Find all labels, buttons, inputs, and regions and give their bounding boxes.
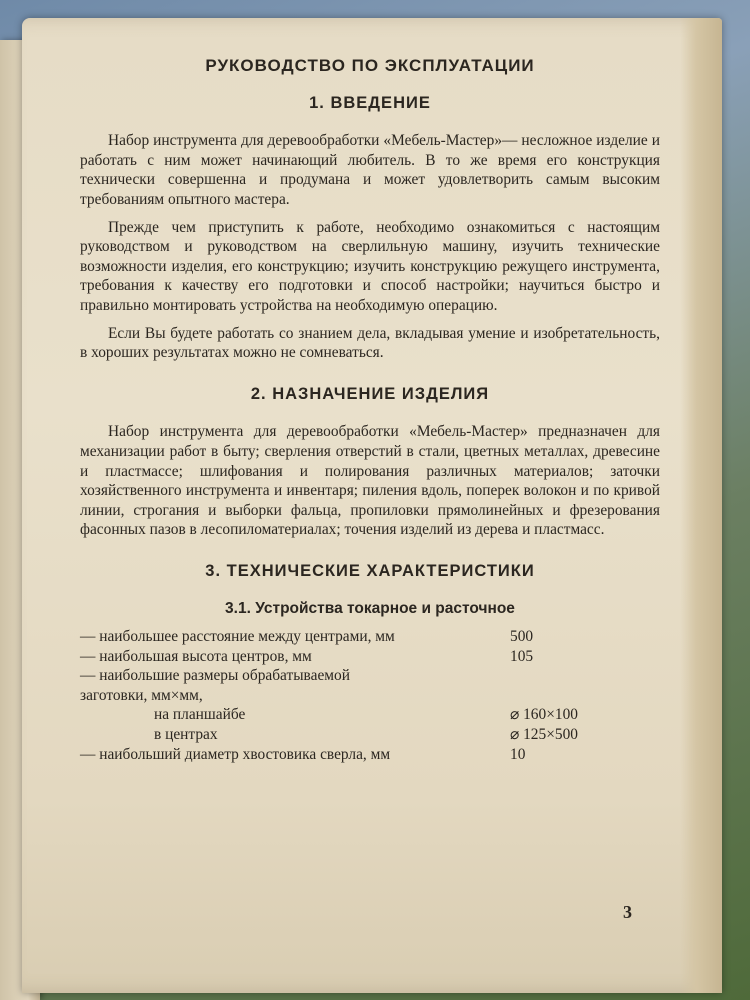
spec-row bbox=[80, 725, 660, 745]
spec-value: 105 bbox=[510, 647, 534, 665]
spec-row bbox=[80, 666, 660, 705]
page-number: 3 bbox=[623, 902, 632, 922]
spec-value: ⌀ 160×100 bbox=[510, 706, 578, 724]
spec-label: в центрах bbox=[154, 726, 218, 744]
spec-label: — наибольший диаметр хвостовика сверла, мм bbox=[80, 745, 391, 763]
book-page bbox=[22, 18, 722, 993]
spec-label: — наибольшая высота центров, мм bbox=[80, 647, 312, 665]
spec-value: 500 bbox=[510, 628, 534, 646]
section-1-heading: 1. ВВЕДЕНИЕ bbox=[309, 93, 431, 112]
spec-label: — наибольшее расстояние между центрами, мм bbox=[80, 628, 395, 646]
section-2-heading: 2. НАЗНАЧЕНИЕ ИЗДЕЛИЯ bbox=[250, 384, 490, 403]
spec-row bbox=[80, 705, 660, 725]
spec-label: — наибольшие размеры обрабатываемой заготовки, мм×мм, bbox=[80, 667, 350, 704]
spec-value: 10 bbox=[510, 745, 526, 763]
section-1-paragraph-2: Прежде чем приступить к работе, необходимо ознакомиться с настоящим руководством и руководством на сверлильную машину, изучить технические возможности изделия, его конструкцию; изучить конструкцию режущего инструмента, требования к качеству его подготовки и способ настройки; научиться быстро и правильно монтировать устройства на необходимую операцию. bbox=[80, 218, 660, 314]
section-3-heading: 3. ТЕХНИЧЕСКИЕ ХАРАКТЕРИСТИКИ bbox=[205, 561, 535, 580]
page-content bbox=[80, 56, 660, 764]
section-2-paragraph-1: Набор инструмента для деревообработки «Мебель-Мастер» предназначен для механизации работ в быту; сверления отверстий в стали, цветных металлах, древесине и пластмассе; шлифования и полирования различных материалов; заточки хозяйственного инструмента и инвентаря; пиления вдоль, поперек волокон и по кривой линии, строгания и выборки фальца, пропиловки прямолинейных и фрезерования фасонных пазов в лесопиломатериалах; точения изделий из дерева и пластмасс. bbox=[80, 423, 660, 539]
page-title: РУКОВОДСТВО ПО ЭКСПЛУАТАЦИИ bbox=[205, 56, 535, 75]
section-3-1-heading: 3.1. Устройства токарное и расточное bbox=[225, 600, 515, 618]
section-1-paragraph-1: Набор инструмента для деревообработки «Мебель-Мастер»— несложное изделие и работать с ним может начинающий любитель. В то же время его конструкция технически совершенна и продумана и может удовлетворить самым высоким требованиям опытного мастера. bbox=[80, 132, 660, 208]
page-worn-edge bbox=[680, 18, 722, 993]
spec-value: ⌀ 125×500 bbox=[510, 726, 578, 744]
spec-row bbox=[80, 745, 660, 765]
section-1-paragraph-3: Если Вы будете работать со знанием дела, вкладывая умение и изобретательность, в хороших результатах можно не сомневаться. bbox=[80, 324, 660, 362]
spec-row bbox=[80, 627, 660, 647]
spec-row bbox=[80, 647, 660, 667]
spec-label: на планшайбе bbox=[154, 706, 246, 724]
